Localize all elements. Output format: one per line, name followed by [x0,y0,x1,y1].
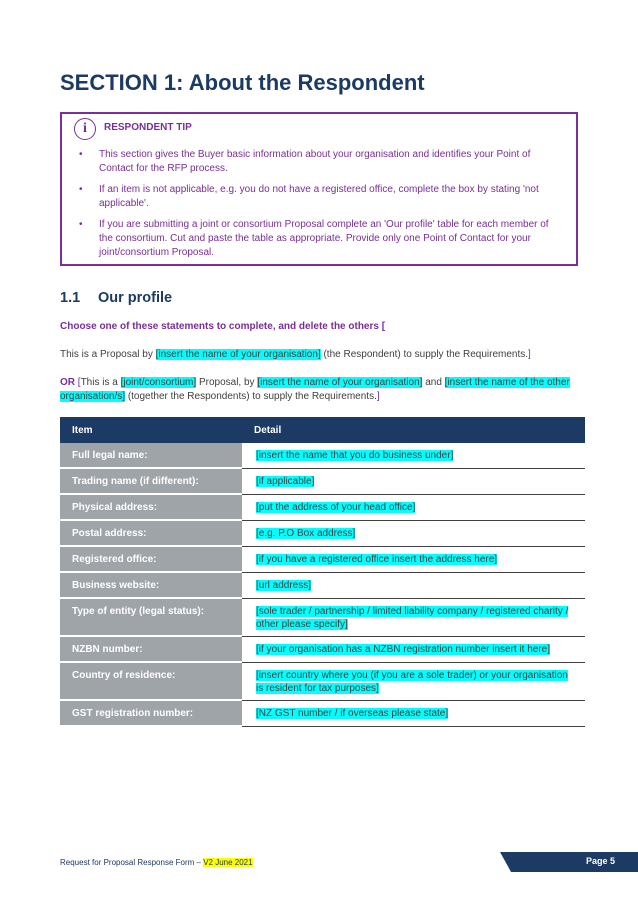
tip-item: • If an item is not applicable, e.g. you do not have a registered office, complete the box by stating 'not applicable'. [74,183,564,211]
table-row [60,636,585,662]
detail-placeholder[interactable]: [insert the name that you do business under] [256,450,454,461]
info-icon: i [74,118,96,140]
respondent-tip-box [60,112,578,266]
row-label: Full legal name: [60,443,242,468]
instruction-text: Choose one of these statements to complete, and delete the others [ [60,321,386,332]
table-row [60,443,585,468]
placeholder-other-organisation[interactable]: [insert the name of the other organisation/s] [60,377,570,402]
tip-item: • If you are submitting a joint or consortium Proposal complete an 'Our profile' table for each member of the consortium. Cut and paste the table as appropriate. Provide only one Point of Contact for your joint/consortium Proposal. [74,218,564,260]
placeholder-organisation-name[interactable]: [insert the name of your organisation] [257,377,423,388]
table-header-row [60,417,585,443]
footer-document-title [60,858,253,867]
detail-placeholder[interactable]: [url address] [256,579,312,591]
row-label: Physical address: [60,494,242,520]
row-label: Business website: [60,572,242,598]
row-label: Trading name (if different): [60,468,242,494]
row-detail[interactable] [242,546,585,572]
statement-text: This is a Proposal by [60,349,156,360]
page-number: Page 5 [586,856,616,866]
tip-title: RESPONDENT TIP [104,122,192,133]
table-row [60,546,585,572]
row-label: Postal address: [60,520,242,546]
statement-one [60,348,580,362]
column-header: Item [60,417,242,443]
bracket: ] [376,391,380,402]
statement-two [60,376,580,404]
row-detail[interactable] [242,700,585,726]
footer-page-tab [500,852,638,872]
row-detail[interactable] [242,494,585,520]
table-row [60,494,585,520]
detail-placeholder[interactable]: [if your organisation has a NZBN registration number insert it here] [256,643,551,655]
table-row [60,468,585,494]
detail-placeholder[interactable]: [e.g. P.O Box address] [256,527,356,539]
detail-placeholder[interactable]: [if you have a registered office insert the address here] [256,553,498,565]
section-title: SECTION 1: About the Respondent [60,70,425,95]
placeholder-organisation-name[interactable]: [insert the name of your organisation] [155,349,321,360]
statement-text: (the Respondent) to supply the Requirements. [320,349,529,360]
profile-table [60,417,585,727]
detail-placeholder[interactable]: [sole trader / partnership / limited liability company / registered charity / other please specify] [256,605,569,630]
row-label: Country of residence: [60,662,242,700]
row-detail[interactable] [242,572,585,598]
placeholder-joint-consortium[interactable]: [joint/consortium] [120,377,197,388]
detail-placeholder[interactable]: [if applicable] [256,475,315,487]
tip-list [74,148,564,267]
bracket: [ [75,377,81,388]
statement-text: Proposal, by [196,377,258,388]
tip-item: • This section gives the Buyer basic information about your organisation and identifies your Point of Contact for the RFP process. [74,148,564,176]
bracket: ] [528,349,531,360]
row-detail[interactable] [242,443,585,468]
row-label: GST registration number: [60,700,242,726]
table-row [60,598,585,636]
row-label: Registered office: [60,546,242,572]
or-label: OR [60,377,75,388]
table-row [60,520,585,546]
column-header: Detail [242,417,585,443]
detail-placeholder[interactable]: [NZ GST number / if overseas please state] [256,707,449,719]
footer-version: V2 June 2021 [203,858,253,867]
row-label: NZBN number: [60,636,242,662]
table-row [60,572,585,598]
statement-text: and [422,377,445,388]
subsection-heading [60,290,172,306]
footer-text: Request for Proposal Response Form – [60,858,204,867]
row-detail[interactable] [242,468,585,494]
table-row [60,700,585,726]
table-row [60,662,585,700]
statement-text: (together the Respondents) to supply the Requirements. [125,391,377,402]
subsection-title: Our profile [98,290,173,306]
detail-placeholder[interactable]: [insert country where you (if you are a sole trader) or your organisation is resident for tax purposes] [256,669,568,694]
detail-placeholder[interactable]: [put the address of your head office] [256,501,416,513]
row-detail[interactable] [242,520,585,546]
row-detail[interactable] [242,598,585,636]
row-detail[interactable] [242,636,585,662]
statement-text: This is a [80,377,121,388]
row-label: Type of entity (legal status): [60,598,242,636]
row-detail[interactable] [242,662,585,700]
subsection-number: 1.1 [60,290,81,306]
